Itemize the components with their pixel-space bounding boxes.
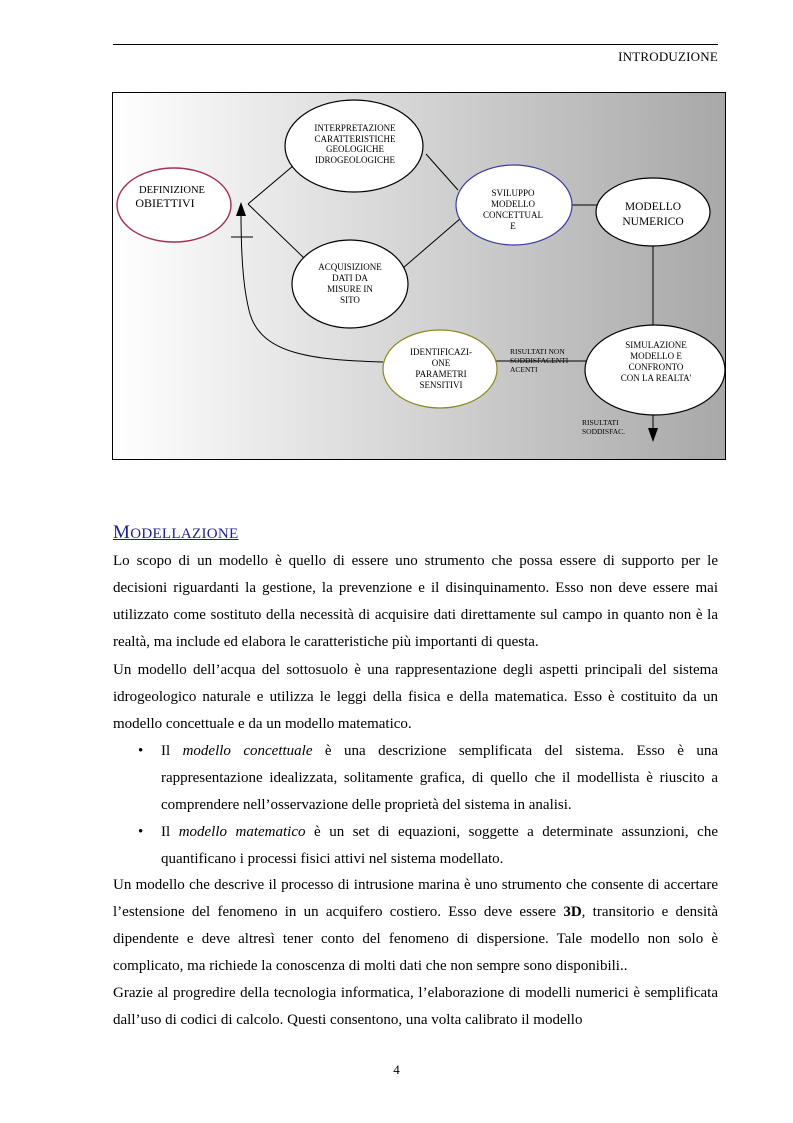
node-simulazione-line2: MODELLO E (630, 351, 682, 361)
paragraph-4-text: Grazie al progredire della tecnologia informatica, l’elaborazione di modelli numerici è semplificata dall’uso di codici di calcolo. Questi consentono, una volta calibrato il modello (113, 985, 718, 1028)
header-rule (113, 44, 718, 45)
node-definizione (117, 168, 231, 242)
bullet-list (113, 738, 718, 873)
node-simulazione-line4: CON LA REALTA' (620, 373, 692, 383)
node-identificazione-line4: SENSITIVI (419, 380, 463, 390)
label-non-soddisfacenti-line1: RISULTATI NON (510, 347, 565, 356)
label-non-soddisfacenti-line2: SODDISFACENTI (510, 356, 569, 365)
node-sviluppo-line1: SVILUPPO (491, 188, 535, 198)
paragraph-3-part-b: , transitorio e densità dipendente e deve altresì tener conto del fenomeno di dispersione. Tale modello non solo è complicato, ma richiede la conoscenza di molti dati che non sempre sono disponibili.. (113, 904, 718, 974)
bullet-dot-icon: • (138, 824, 144, 840)
paragraph-3-bold: 3D (563, 904, 582, 920)
bullet-item-matematico (113, 819, 718, 873)
node-modello-numerico (596, 178, 710, 246)
node-identificazione-line1: IDENTIFICAZI- (410, 347, 472, 357)
node-definizione-line2: OBIETTIVI (135, 196, 195, 210)
node-sviluppo-line2: MODELLO (491, 199, 535, 209)
paragraph-3-part-a: Un modello che descrive il processo di intrusione marina è uno strumento che consente di accertare l’estensione del fenomeno in un acquifero costiero. Esso deve essere (113, 877, 718, 920)
node-acquisizione-line3: MISURE IN (327, 284, 373, 294)
label-soddisfacenti-line1: RISULTATI (582, 418, 619, 427)
paragraph-2 (113, 657, 718, 738)
page-number: 4 (393, 1062, 400, 1077)
node-modello-numerico-line2: NUMERICO (622, 216, 684, 228)
node-simulazione (585, 325, 725, 415)
bullet-1-post: è una descrizione semplificata del sistema. Esso è una rappresentazione idealizzata, solitamente grafica, di quello che il modellista è riuscito a comprendere nell’osservazione delle proprietà del sistema in analisi. (161, 743, 718, 813)
node-interpretazione-line3: GEOLOGICHE (326, 144, 384, 154)
paragraph-1 (113, 548, 718, 656)
node-interpretazione-line1: INTERPRETAZIONE (314, 123, 396, 133)
node-identificazione-line3: PARAMETRI (415, 369, 467, 379)
node-acquisizione-line4: SITO (340, 295, 360, 305)
node-modello-numerico-line1: MODELLO (624, 201, 682, 213)
bullet-1-pre: Il (161, 743, 183, 759)
node-simulazione-line3: CONFRONTO (628, 362, 684, 372)
section-heading (113, 522, 238, 544)
bullet-2-post: è un set di equazioni, soggette a determinate assunzioni, che quantificano i processi fisici attivi nel sistema modellato. (161, 824, 718, 867)
section-heading-initial: M (113, 522, 131, 543)
node-sviluppo-line3: CONCETTUAL (483, 210, 543, 220)
paragraph-1-text: Lo scopo di un modello è quello di essere uno strumento che possa essere di supporto per le decisioni riguardanti la gestione, la prevenzione e il disinquinamento. Esso non deve essere mai utilizzato come sostituto della necessità di acquisire dati direttamente sul campo in quanto non è la realtà, ma include ed elabora le caratteristiche più importanti di questa. (113, 553, 718, 650)
node-acquisizione (292, 240, 408, 328)
node-interpretazione (285, 100, 423, 192)
bullet-item-concettuale (113, 738, 718, 819)
paragraph-2-text: Un modello dell’acqua del sottosuolo è una rappresentazione degli aspetti principali del sistema idrogeologico naturale e utilizza le leggi della fisica e della matematica. Esso è costituito da un modello concettuale e da un modello matematico. (113, 662, 718, 732)
paragraph-3 (113, 872, 718, 980)
node-identificazione (383, 330, 497, 408)
label-non-soddisfacenti-line3: ACENTI (510, 365, 538, 374)
node-definizione-line1: DEFINIZIONE (139, 185, 205, 196)
paragraph-3-text (113, 872, 718, 980)
modelling-flow-diagram (112, 92, 726, 460)
bullet-dot-icon: • (138, 743, 144, 759)
label-soddisfacenti-line2: SODDISFAC. (582, 427, 625, 436)
bullet-1-term: modello concettuale (182, 743, 313, 759)
node-sviluppo-line4: E (510, 221, 516, 231)
node-interpretazione-line4: IDROGEOLOGICHE (315, 155, 395, 165)
section-heading-rest: ODELLAZIONE (130, 526, 239, 542)
running-header: INTRODUZIONE (618, 49, 718, 64)
node-sviluppo (456, 165, 572, 245)
node-simulazione-line1: SIMULAZIONE (625, 340, 687, 350)
node-identificazione-line2: ONE (431, 358, 451, 368)
node-acquisizione-line1: ACQUISIZIONE (318, 262, 382, 272)
bullet-2-term: modello matematico (178, 824, 306, 840)
bullet-2-pre: Il (161, 824, 179, 840)
paragraph-4 (113, 980, 718, 1034)
node-interpretazione-line2: CARATTERISTICHE (314, 134, 396, 144)
node-acquisizione-line2: DATI DA (332, 273, 368, 283)
